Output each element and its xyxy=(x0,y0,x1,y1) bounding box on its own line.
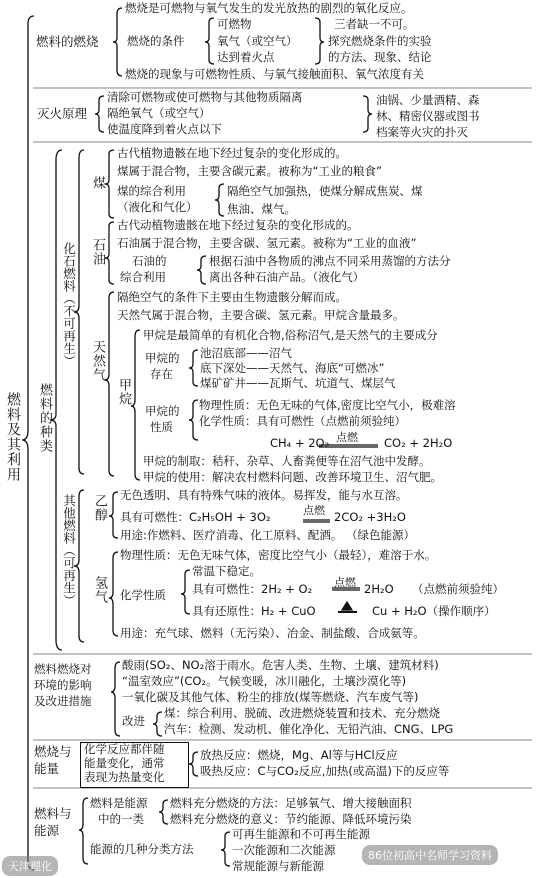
condition-item: 达到着火点 xyxy=(217,50,275,64)
improve-coal: 煤：综合利用、脱硫、改进燃烧装置和技术、充分燃烧 xyxy=(164,706,440,720)
coal-origin: 古代植物遗骸在地下经过复杂的变化形成的。 xyxy=(117,146,347,160)
methane-exist-item: 煤矿矿井——瓦斯气、坑道气、煤层气 xyxy=(200,376,396,390)
conditions-note: 三者缺一不可。 xyxy=(334,17,415,31)
methane-exist-item: 底下深处——天然气、海底“可燃冰” xyxy=(200,361,385,375)
combustion-definition: 燃烧是可燃物与氧气发生的发光放热的剧烈的氧化反应。 xyxy=(125,1,413,15)
extinguish-example: 油锅、少量酒精、森 xyxy=(376,93,480,107)
other-fuels-label: 其他燃料（可再生） xyxy=(61,494,77,607)
fuel-is-energy: 燃料是能源 xyxy=(90,796,148,810)
coal-label: 煤 xyxy=(90,176,105,190)
hydrogen-note: （点燃前须验纯） xyxy=(412,582,504,596)
extinguish-label: 灭火原理 xyxy=(37,106,88,121)
combustion-phenomenon: 燃烧的现象与可燃物性质、与氧气接触面积、氧气浓度有关 xyxy=(125,67,424,81)
extinguish-item: 隔绝氧气（或空气） xyxy=(107,106,211,120)
full-combustion-method: 燃料充分燃烧的方法：足够氧气、增大接触面积 xyxy=(170,796,412,810)
hydrogen-use: 用途：充气球、燃料（无污染）、冶金、制盐酸、合成氨等。 xyxy=(120,626,425,640)
improve-label: 改进 xyxy=(122,714,145,728)
exothermic-reaction: 放热反应：燃烧，Mg、Al等与HCl反应 xyxy=(200,748,398,762)
coal-use-label: 煤的综合利用 xyxy=(117,184,186,198)
oil-use-label: 石油的 xyxy=(132,254,167,268)
improve-car: 汽车：检测、发动机、催化净化、无铅汽油、CNG、LPG xyxy=(164,722,454,736)
condition-item: 氧气（或空气） xyxy=(217,34,298,48)
energy-class-item: 可再生能源和不可再生能源 xyxy=(232,827,370,841)
methane-label: 甲烷 xyxy=(116,378,131,406)
methane-equation-left: CH₄ + 2O₂ xyxy=(270,436,330,450)
endothermic-reaction: 吸热反应：C与CO₂反应,加热(或高温)下的反应等 xyxy=(200,764,450,778)
energy-classification-label: 能源的几种分类方法 xyxy=(90,842,194,856)
environment-label: 燃料燃烧对 xyxy=(34,662,92,676)
root-label: 燃料及其利用 xyxy=(5,392,21,482)
fossil-fuels-label: 化石燃料（不可再生） xyxy=(61,242,77,367)
hydrogen-label: 氢气 xyxy=(92,576,107,604)
extinguish-item: 使温度降到着火点以下 xyxy=(107,122,222,136)
full-combustion-meaning: 燃料充分燃烧的意义：节约能源、降低环境污染 xyxy=(170,812,412,826)
conditions-note: 的方法、现象、结论 xyxy=(328,50,432,64)
environment-label: 及改进措施 xyxy=(34,694,92,708)
fuel-energy-label: 能源 xyxy=(34,823,60,838)
methane-usage: 甲烷的使用：解决农村燃料问题、改善环境卫生、沼气肥。 xyxy=(143,470,442,484)
extinguish-example: 林、精密仪器或图书 xyxy=(376,109,480,123)
acid-rain: 酸雨(SO₂、NO₂溶于雨水。危害人类、生物、土壤、建筑材料) xyxy=(122,658,439,672)
energy-label: 能量 xyxy=(34,761,60,776)
oil-use: 离出各种石油产品。（液化气） xyxy=(209,270,365,284)
gas-mixture: 天然气属于混合物，主要含碳、氢元素。甲烷含量最多。 xyxy=(117,308,405,322)
oil-use-label: 综合利用 xyxy=(120,270,166,284)
ethanol-combustion: 具有可燃性：C₂H₅OH + 3O₂ xyxy=(120,510,271,524)
watermark-right: 86位初高中名师学习资料 xyxy=(362,845,498,865)
combustion-conditions-label: 燃烧的条件 xyxy=(127,34,185,48)
coal-use: 隔绝空气加强热，使煤分解成焦炭、煤 xyxy=(227,184,423,198)
fuel-energy-label: 燃料与 xyxy=(34,806,72,821)
pollutants: 一氧化碳及其他气体、粉尘的排放(煤等燃烧、汽车废气等) xyxy=(122,690,419,704)
oil-mixture: 石油属于混合物，主要含碳、氢元素。被称为“工业的血液” xyxy=(117,236,417,250)
methane-exist-item: 池沼底部——沼气 xyxy=(200,346,292,360)
condition-item: 可燃物 xyxy=(217,17,252,31)
environment-label: 环境的影响 xyxy=(34,678,92,692)
fuel-types-label: 燃料的种类 xyxy=(37,383,52,453)
hydrogen-equation-right: 2H₂O xyxy=(364,582,394,596)
hydrogen-equation-condition: 点燃 xyxy=(334,576,356,589)
methane-intro: 甲烷是最简单的有机化合物,俗称沼气,是天然气的主要成分 xyxy=(143,328,438,342)
methane-chemical: 化学性质：具有可燃性（点燃前须验纯） xyxy=(199,414,406,428)
ethanol-equation-condition: 点燃 xyxy=(303,504,325,517)
coal-mixture: 煤属于混合物，主要含碳元素。被称为“工业的粮食” xyxy=(117,164,382,178)
hydrogen-physical: 物理性质：无色无味气体，密度比空气小（最轻），难溶于水。 xyxy=(120,548,437,562)
fuel-is-energy: 中的一类 xyxy=(98,812,144,826)
energy-box-text: 能量变化，通常 xyxy=(84,756,165,770)
extinguish-item: 清除可燃物或使可燃物与其他物质隔离 xyxy=(107,90,303,104)
hydrogen-reduction-right: Cu + H₂O（操作顺序） xyxy=(372,604,496,618)
methane-equation-right: CO₂ + 2H₂O xyxy=(384,436,453,450)
ethanol-physical: 无色透明、具有特殊气味的液体。易挥发，能与水互溶。 xyxy=(120,488,408,502)
energy-box-text: 化学反应都伴随 xyxy=(84,742,165,756)
ethanol-label: 乙醇 xyxy=(92,494,107,522)
greenhouse-effect: “温室效应”(CO₂。气候变暖，冰川融化，土壤沙漠化等) xyxy=(122,674,407,688)
oil-use: 根据石油中各物质的沸点不同采用蒸馏的方法分 xyxy=(209,254,451,268)
methane-prop-label: 甲烷的 xyxy=(145,404,180,418)
oil-origin: 古代动植物遗骸在地下经过复杂的变化形成的。 xyxy=(117,218,359,232)
natural-gas-label: 天然气 xyxy=(90,340,105,382)
ethanol-use: 用途:作燃料、医疗消毒、化工原料、配酒。 （绿色能源） xyxy=(120,528,416,542)
methane-equation-condition: 点燃 xyxy=(336,431,358,444)
hydrogen-stable: 常温下稳定。 xyxy=(192,564,261,578)
hydrogen-chem-label: 化学性质 xyxy=(120,588,166,602)
methane-exist-label: 存在 xyxy=(150,367,173,381)
hydrogen-combustion: 具有可燃性：2H₂ + O₂ xyxy=(192,582,313,596)
energy-label: 燃烧与 xyxy=(34,744,72,759)
coal-use-label: （液化和气化） xyxy=(117,200,198,214)
conditions-note: 探究燃烧条件的实验 xyxy=(328,34,432,48)
energy-class-item: 常规能源与新能源 xyxy=(232,859,324,873)
methane-exist-label: 甲烷的 xyxy=(145,351,180,365)
oil-label: 石油 xyxy=(90,238,105,266)
methane-preparation: 甲烷的制取：秸秆、杂草、人畜粪便等在沼气池中发酵。 xyxy=(143,454,431,468)
methane-physical: 物理性质：无色无味的气体,密度比空气小，极难溶 xyxy=(199,398,456,412)
watermark-left: 天津理化 xyxy=(2,856,58,876)
extinguish-example: 档案等火灾的扑灭 xyxy=(376,125,468,139)
hydrogen-reduction: 具有还原性：H₂ + CuO xyxy=(192,604,316,618)
energy-class-item: 一次能源和二次能源 xyxy=(232,843,336,857)
fuel-combustion-label: 燃料的燃烧 xyxy=(36,34,99,49)
coal-use: 焦油、煤气。 xyxy=(227,202,296,216)
methane-prop-label: 性质 xyxy=(150,420,173,434)
energy-box-text: 表现为热量变化 xyxy=(84,770,165,784)
ethanol-equation-right: 2CO₂ +3H₂O xyxy=(334,510,406,524)
gas-origin: 隔绝空气的条件下主要由生物遗骸分解而成。 xyxy=(117,290,347,304)
